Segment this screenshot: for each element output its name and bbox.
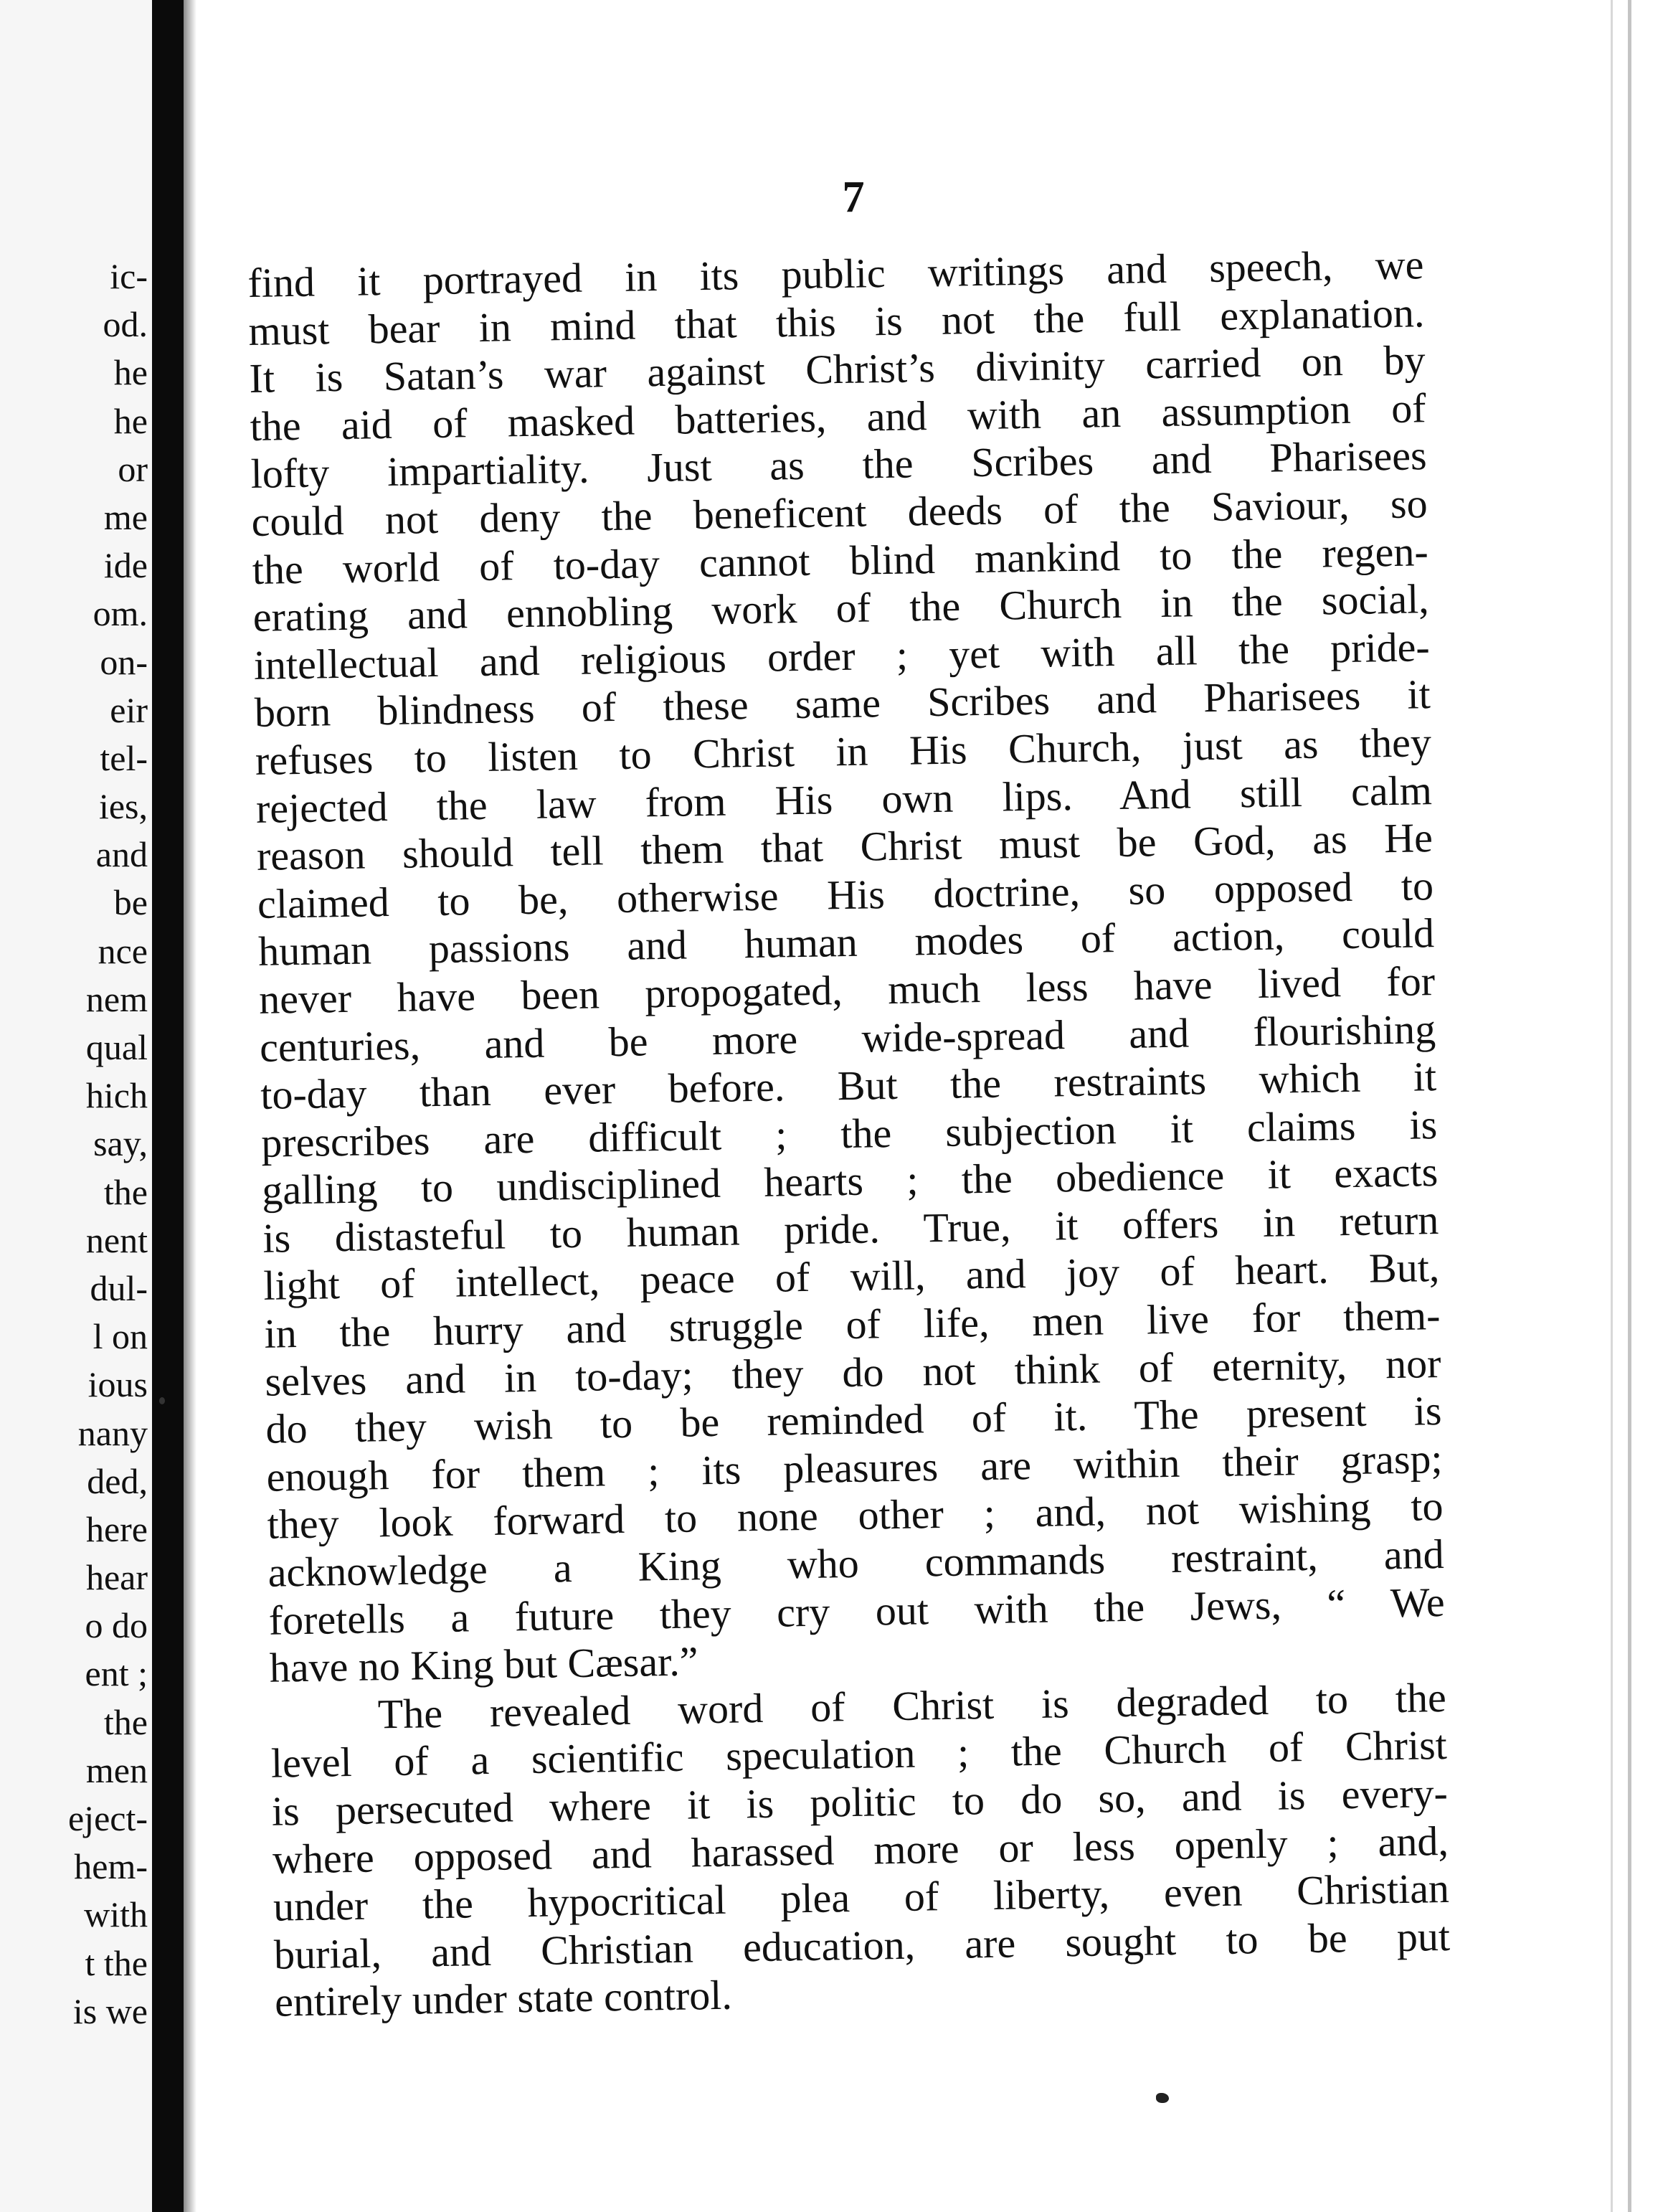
text-line: to-day than ever before. But the restraints which it (260, 1053, 1437, 1118)
facing-page-line: ic- (110, 256, 148, 296)
facing-page-line: here (85, 1508, 148, 1549)
text-line: is distasteful to human pride. True, it offers in return (262, 1196, 1439, 1262)
facing-page-line: od. (103, 304, 148, 345)
text-line: foretells a future they cry out with the Jews, “ We (268, 1578, 1446, 1644)
facing-page-line: nem (85, 978, 148, 1019)
facing-page-line: l on (93, 1316, 148, 1357)
facing-page-line: the (103, 1171, 148, 1212)
facing-page-line: say, (93, 1123, 148, 1164)
text-line: It is Satan’s war against Christ’s divinity carried on by (249, 336, 1426, 402)
facing-page-line: o do (85, 1605, 148, 1646)
text-line: never have been propogated, much less have lived for (258, 958, 1436, 1023)
text-line: selves and in to-day; they do not think of eternity, nor (265, 1339, 1441, 1405)
text-line: they look forward to none other ; and, not wishing to (267, 1483, 1444, 1549)
facing-page-line: tel- (100, 737, 148, 778)
text-line: find it portrayed in its public writings and speech, we (247, 241, 1424, 306)
facing-page-line: and (95, 834, 148, 875)
text-line: refuses to listen to Christ in His Church, just as they (255, 719, 1432, 784)
text-line: human passions and human modes of action, could (257, 909, 1435, 975)
text-line: have no King but Cæsar.” (269, 1637, 698, 1691)
page-edge-line (1611, 0, 1613, 2212)
facing-page-line: nany (77, 1412, 148, 1453)
facing-page-line: ious (87, 1364, 148, 1405)
ink-speck (159, 1397, 165, 1404)
text-line: centuries, and be more wide-spread and flourishing (259, 1005, 1436, 1071)
text-line: lofty impartiality. Just as the Scribes and Pharisees (250, 432, 1428, 498)
facing-page-line: nent (85, 1219, 148, 1260)
text-line: erating and ennobling work of the Church in the social, (252, 575, 1430, 641)
page-edge-line (1628, 0, 1631, 2212)
page-number: 7 (842, 173, 865, 222)
text-line: intellectual and religious order ; yet with all the pride- (253, 623, 1431, 689)
facing-page-line: on- (100, 641, 148, 682)
facing-page-line: or (118, 448, 148, 489)
text-line: do they wish to be reminded of it. The present is (265, 1387, 1442, 1453)
body-text (247, 241, 1451, 2026)
text-line: level of a scientific speculation ; the Church of Christ (270, 1721, 1448, 1787)
text-line: light of intellect, peace of will, and joy of heart. But, (262, 1244, 1440, 1310)
text-line: born blindness of these same Scribes and Pharisees it (254, 671, 1431, 737)
facing-page-line: om. (93, 593, 148, 634)
text-line: entirely under state control. (274, 1972, 733, 2026)
facing-page-line: is we (72, 1990, 148, 2031)
facing-page-line: ded, (87, 1460, 148, 1501)
paragraph (270, 1674, 1451, 2027)
facing-page-line: he (113, 400, 148, 441)
facing-page-line: with (84, 1894, 148, 1935)
text-line: prescribes are difficult ; the subjection it claims is (260, 1100, 1438, 1166)
text-line: rejected the law from His own lips. And still calm (255, 766, 1433, 832)
text-line: enough for them ; its pleasures are within their grasp; (266, 1435, 1443, 1500)
facing-page-line: hear (85, 1557, 148, 1598)
text-line: where opposed and harassed more or less openly ; and, (272, 1817, 1449, 1883)
facing-page-line: be (113, 882, 148, 923)
facing-page-line: ide (103, 545, 148, 586)
facing-page-line: eject- (67, 1798, 148, 1838)
ink-speck (1156, 2093, 1169, 2103)
text-line: burial, and Christian education, are sought to be put (273, 1912, 1451, 1978)
facing-page-line: nce (98, 930, 148, 971)
facing-page-line: me (103, 496, 148, 537)
text-line: is persecuted where it is politic to do so, and is every- (271, 1769, 1449, 1835)
text-line: under the hypocritical plea of liberty, even Christian (273, 1865, 1450, 1930)
text-line: claimed to be, otherwise His doctrine, so opposed to (257, 861, 1434, 927)
text-line: the aid of masked batteries, and with an assumption of (250, 384, 1426, 450)
facing-page-line: dul- (90, 1267, 148, 1308)
text-line: reason should tell them that Christ must be God, as He (256, 814, 1434, 880)
facing-page-line: he (113, 352, 148, 393)
facing-page-line: eir (110, 689, 148, 730)
facing-page-line: hem- (74, 1846, 148, 1887)
text-line: in the hurry and struggle of life, men live for them- (264, 1292, 1441, 1357)
facing-page-line: men (85, 1749, 148, 1790)
text-line: galling to undisciplined hearts ; the obedience it exacts (261, 1148, 1439, 1214)
paragraph (247, 241, 1446, 1692)
facing-page-edge (0, 0, 152, 2212)
facing-page-text-fragments (4, 252, 148, 2036)
facing-page-line: ies, (98, 786, 148, 827)
facing-page-line: ent ; (85, 1653, 148, 1694)
text-line: acknowledge a King who commands restraint, and (267, 1531, 1445, 1596)
facing-page-line: the (103, 1701, 148, 1742)
text-line: the world of to-day cannot blind mankind to the regen- (252, 527, 1429, 593)
facing-page-line: hich (85, 1075, 148, 1116)
text-line: The revealed word of Christ is degraded to the (377, 1673, 1447, 1738)
facing-page-line: qual (85, 1027, 148, 1067)
book-gutter (152, 0, 184, 2212)
facing-page-line: t the (85, 1942, 148, 1983)
text-line: could not deny the beneficent deeds of the Saviour, so (251, 480, 1428, 545)
gutter-shadow (184, 0, 196, 2212)
text-line: must bear in mind that this is not the full explanation. (248, 288, 1425, 354)
